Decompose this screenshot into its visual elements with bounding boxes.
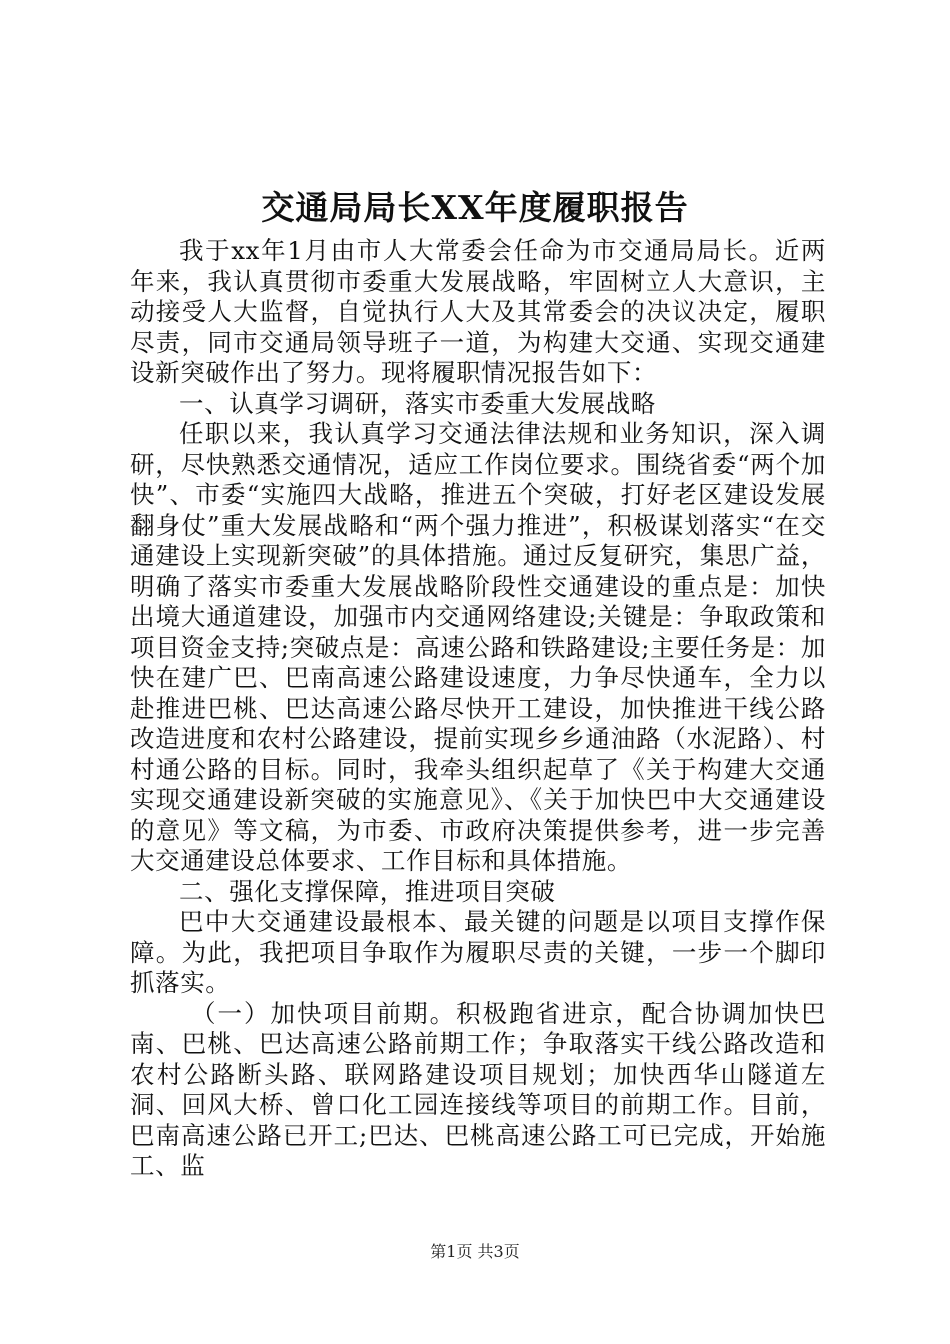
document-title: 交通局局长XX年度履职报告 <box>261 188 689 227</box>
intro-paragraph: 我于xx年1月由市人大常委会任命为市交通局局长。近两年来，我认真贯彻市委重大发展战略，牢固树立人大意识，主动接受人大监督，自觉执行人大及其常委会的决议决定，履职尽责，同市交通局领导班子一道，为构建大交通、实现交通建设新突破作出了努力。现将履职情况报告如下： <box>130 236 826 387</box>
section-2-paragraph: 巴中大交通建设最根本、最关键的问题是以项目支撑作保障。为此，我把项目争取作为履职尽责的关键，一步一个脚印抓落实。 <box>130 907 826 997</box>
section-heading-2: 二、强化支撑保障，推进项目突破 <box>179 876 556 906</box>
page-footer: 第1页 共3页 <box>430 1242 520 1261</box>
document-body <box>130 236 826 1182</box>
section-heading-1: 一、认真学习调研，落实市委重大发展战略 <box>179 388 656 418</box>
section-1-paragraph: 任职以来，我认真学习交通法律法规和业务知识，深入调研，尽快熟悉交通情况，适应工作岗位要求。围绕省委“两个加快”、市委“实施四大战略，推进五个突破，打好老区建设发展翻身仗”重大发展战略和“两个强力推进”，积极谋划落实“在交通建设上实现新突破”的具体措施。通过反复研究，集思广益，明确了落实市委重大发展战略阶段性交通建设的重点是：加快出境大通道建设，加强市内交通网络建设;关键是：争取政策和项目资金支持;突破点是：高速公路和铁路建设;主要任务是：加快在建广巴、巴南高速公路建设速度，力争尽快通车，全力以赴推进巴桃、巴达高速公路尽快开工建设，加快推进干线公路改造进度和农村公路建设，提前实现乡乡通油路（水泥路）、村村通公路的目标。同时，我牵头组织起草了《关于构建大交通实现交通建设新突破的实施意见》、《关于加快巴中大交通建设的意见》等文稿，为市委、市政府决策提供参考，进一步完善大交通建设总体要求、工作目标和具体措施。 <box>130 419 826 875</box>
subsection-1-paragraph: （一）加快项目前期。积极跑省进京，配合协调加快巴南、巴桃、巴达高速公路前期工作；争取落实干线公路改造和农村公路断头路、联网路建设项目规划；加快西华山隧道左洞、回风大桥、曾口化工园连接线等项目的前期工作。目前，巴南高速公路已开工;巴达、巴桃高速公路工可已完成，开始施工、监 <box>130 998 826 1180</box>
